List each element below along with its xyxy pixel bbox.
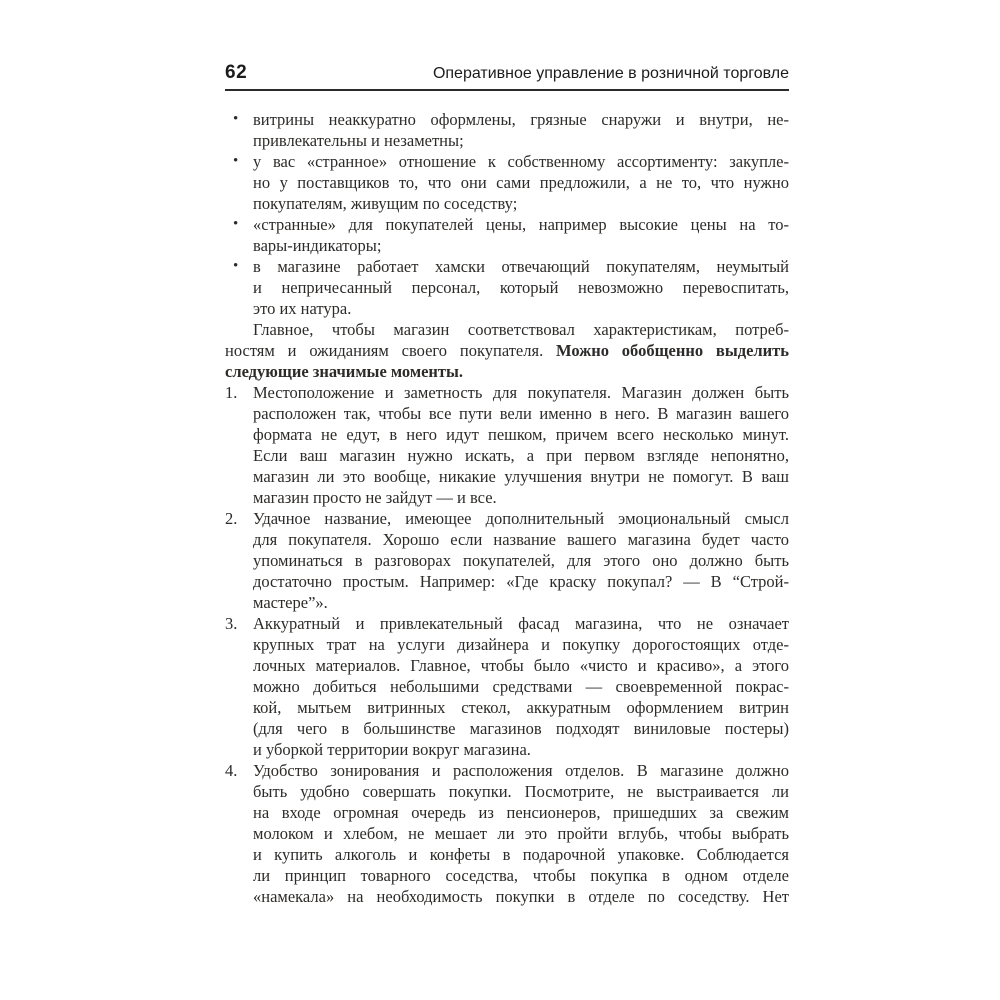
text-segment: на входе огромная очередь из пенсионеров, пришедших за свежим	[253, 803, 789, 822]
text-segment: Удачное название, имеющее дополнительный эмоциональный смысл	[253, 509, 789, 528]
item-text	[253, 382, 789, 508]
item-number: 4.	[225, 761, 238, 780]
text-segment: привлекательны и незаметны;	[253, 131, 464, 150]
text-line	[253, 298, 789, 319]
bullet-marker: •	[233, 153, 239, 169]
text-segment: Удобство зонирования и расположения отделов. В магазине должно	[253, 761, 789, 780]
text-line	[253, 214, 789, 235]
text-line	[253, 193, 789, 214]
bullet-item	[225, 109, 789, 151]
text-segment: лочных материалов. Главное, чтобы было «чисто и красиво», а этого	[253, 656, 789, 675]
text-segment: ли принцип товарного соседства, чтобы покупка в одном отделе	[253, 866, 789, 885]
text-line	[253, 445, 789, 466]
text-line	[225, 340, 789, 361]
text-line	[253, 718, 789, 739]
bold-text: Можно обобщенно выделить	[556, 341, 789, 360]
text-segment: быть удобно совершать покупки. Посмотрите, не выстраивается ли	[253, 782, 789, 801]
item-text	[253, 508, 789, 613]
numbered-item	[225, 382, 789, 508]
text-line	[253, 676, 789, 697]
text-segment: «намекала» на необходимость покупки в отделе по соседству. Нет	[253, 887, 789, 906]
item-number: 1.	[225, 383, 238, 402]
text-segment: магазин ли это вообще, никакие улучшения внутри не помогут. В ваш	[253, 467, 789, 486]
text-segment: Местоположение и заметность для покупателя. Магазин должен быть	[253, 383, 789, 402]
text-segment: упоминаться в разговорах покупателей, для этого оно должно быть	[253, 551, 789, 570]
text-line	[253, 886, 789, 907]
text-line	[253, 571, 789, 592]
text-line	[253, 130, 789, 151]
bold-text: следующие значимые моменты.	[225, 362, 464, 381]
bullet-text	[253, 214, 789, 256]
text-segment: кой, мытьем витринных стекол, аккуратным оформлением витрин	[253, 698, 789, 717]
text-line	[253, 634, 789, 655]
text-segment: и уборкой территории вокруг магазина.	[253, 740, 531, 759]
page-number: 62	[225, 62, 248, 83]
text-line	[225, 361, 789, 382]
text-segment: Аккуратный и привлекательный фасад магазина, что не означает	[253, 614, 789, 633]
text-segment: в магазине работает хамски отвечающий покупателям, неумытый	[253, 257, 789, 276]
text-line	[253, 235, 789, 256]
text-segment: это их натура.	[253, 299, 352, 318]
item-number: 3.	[225, 614, 238, 633]
text-segment: витрины неаккуратно оформлены, грязные снаружи и внутри, не-	[253, 110, 789, 129]
text-line	[253, 655, 789, 676]
page-header	[225, 62, 789, 86]
page-content	[225, 62, 789, 907]
numbered-list	[225, 382, 789, 907]
text-line	[253, 277, 789, 298]
bullet-text	[253, 256, 789, 319]
running-title: Оперативное управление в розничной торговле	[432, 65, 789, 82]
bullet-marker: •	[233, 216, 239, 232]
text-segment: покупателям, живущим по соседству;	[253, 194, 518, 213]
text-line	[253, 550, 789, 571]
text-segment: мастере”».	[253, 593, 328, 612]
text-segment: Если ваш магазин нужно искать, а при первом взгляде непонятно,	[253, 446, 789, 465]
text-line	[253, 739, 789, 760]
text-line	[253, 508, 789, 529]
text-segment: формата не едут, в него идут пешком, причем всего несколько минут.	[253, 425, 789, 444]
text-line	[253, 613, 789, 634]
item-text	[253, 760, 789, 907]
text-segment: крупных трат на услуги дизайнера и покупку дорогостоящих отде-	[253, 635, 789, 654]
text-line	[253, 172, 789, 193]
text-segment: ностям и ожиданиям своего покупателя.	[225, 341, 557, 360]
text-segment: «странные» для покупателей цены, например высокие цены на то-	[253, 215, 789, 234]
bullet-marker: •	[233, 258, 239, 274]
numbered-item	[225, 613, 789, 760]
text-line	[253, 466, 789, 487]
bullet-text	[253, 109, 789, 151]
text-line	[253, 865, 789, 886]
text-line	[253, 109, 789, 130]
text-segment: Главное, чтобы магазин соответствовал характеристикам, потреб-	[253, 320, 789, 339]
text-line	[253, 487, 789, 508]
text-line	[253, 529, 789, 550]
body-text	[225, 109, 789, 907]
text-line	[253, 802, 789, 823]
bullet-item	[225, 214, 789, 256]
text-line	[253, 823, 789, 844]
text-line	[253, 844, 789, 865]
text-segment: и непричесанный персонал, который невозможно перевоспитать,	[253, 278, 789, 297]
text-line	[253, 760, 789, 781]
bullet-list	[225, 109, 789, 319]
text-line	[253, 382, 789, 403]
text-line	[253, 781, 789, 802]
text-segment: расположен так, чтобы все пути вели именно в него. В магазин вашего	[253, 404, 789, 423]
bullet-marker: •	[233, 111, 239, 127]
text-line	[253, 592, 789, 613]
text-segment: магазин просто не зайдут — и все.	[253, 488, 497, 507]
text-line	[253, 697, 789, 718]
header-rule	[225, 89, 789, 91]
text-segment: у вас «странное» отношение к собственному ассортименту: закупле-	[253, 152, 789, 171]
bullet-text	[253, 151, 789, 214]
text-segment: для покупателя. Хорошо если название вашего магазина будет часто	[253, 530, 789, 549]
numbered-item	[225, 508, 789, 613]
text-segment: вары-индикаторы;	[253, 236, 382, 255]
text-line	[253, 151, 789, 172]
text-segment: но у поставщиков то, что они сами предложили, а не то, что нужно	[253, 173, 789, 192]
text-segment: можно добиться небольшими средствами — своевременной покрас-	[253, 677, 789, 696]
text-line	[253, 403, 789, 424]
text-line	[225, 319, 789, 340]
paragraph	[225, 319, 789, 382]
numbered-item	[225, 760, 789, 907]
text-line	[253, 256, 789, 277]
text-segment: (для чего в большинстве магазинов подходят виниловые постеры)	[253, 719, 789, 738]
item-text	[253, 613, 789, 760]
text-segment: достаточно простым. Например: «Где краску покупал? — В “Строй-	[253, 572, 789, 591]
text-line	[253, 424, 789, 445]
text-segment: молоком и хлебом, не мешает ли это пройти вглубь, чтобы выбрать	[253, 824, 789, 843]
text-segment: и купить алкоголь и конфеты в подарочной упаковке. Соблюдается	[253, 845, 789, 864]
bullet-item	[225, 151, 789, 214]
bullet-item	[225, 256, 789, 319]
item-number: 2.	[225, 509, 238, 528]
